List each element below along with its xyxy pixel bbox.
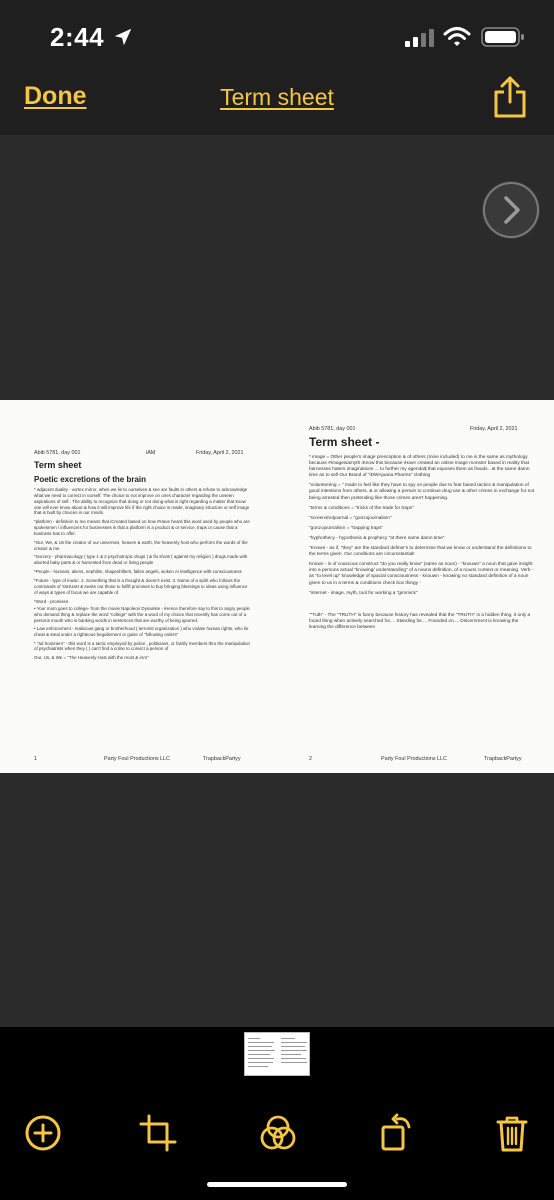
page1-entry: *Our, We, & Us the creator of our universes, heaven & earth, the heavenly host who perform the words of the creator & me. (34, 539, 248, 551)
page1-entry: • Your mom goes to college- from the movie Napoleon Dynamite - iHence therefore say to this to angry people who demand thing & replace the word "college" with the a word of my choice that recently has come out of a persons mouth who is banking words in sentences that are worthy of being ignored. (34, 606, 250, 624)
top-bar (0, 0, 554, 135)
page1-body (34, 487, 252, 661)
wifi-icon (443, 26, 471, 48)
filter-icon[interactable] (258, 1113, 298, 1153)
next-page-button[interactable] (482, 181, 540, 239)
page2-footer-left: 2 (309, 756, 312, 762)
page-two (277, 400, 554, 773)
page2-entry: "volunteering = " made to feel like they have to spy on people due to fear based tactics & manipulation of good intentions from others. & or allowing a person to continue drug use & other crimes in exchange for not being arrested then pretending like those crimes aren't happening. (309, 483, 535, 501)
share-icon[interactable] (490, 74, 530, 120)
thumbnail-strip (0, 1027, 554, 1089)
trash-icon[interactable] (492, 1113, 532, 1153)
page2-entry: "hyphothecy - hypothesis & prophecy "at there same damn time" (309, 535, 445, 541)
page1-entry: Our, Us, & We = "The Heavenly Host with the most & iAm" (34, 655, 149, 661)
rotate-icon[interactable] (377, 1113, 417, 1153)
page2-body (309, 455, 535, 631)
page2-entry: "Known - as if, "they" are the standard definer's to determine that we know or understand the definitions to the terms given. Our conditions are circumstantial! (309, 546, 532, 558)
page2-header-left: Abib 5781, day 001 (309, 426, 356, 432)
page2-footer-right: TrapbackPartyy (484, 756, 522, 762)
page-thumbnail[interactable] (244, 1032, 310, 1076)
page2-entry: * image = Other people's image prescription & of others (mine included) to me is the same as mythology because #imageisamyth iKnow this because iHave created an online image monster based in reality that harnesses haters imaginations ... to further my agenda$ that exposes them as frauds.. at the same damn time as to sell Our Brand of "iDWAjuana Pharms" clothing (309, 455, 530, 479)
page1-header-right: Friday, April 2, 2021 (196, 450, 244, 456)
location-arrow-icon (112, 26, 134, 48)
status-time: 2:44 (50, 22, 105, 52)
home-indicator (207, 1182, 347, 1187)
page1-entry: *Future - type of music. 2. Something that is a thought & doesn't exist. 3. Name of a spirit who follows the commands of YaHUaH & seeks out those to fulfill promises to buy bringing blessings to ideas using influence of ways & types of focus we are capable of. (34, 577, 248, 595)
page2-title: Term sheet - (309, 435, 380, 449)
page2-entry: "screenshotjournal = "gonzojournalism" (309, 515, 392, 521)
crop-icon[interactable] (138, 1113, 178, 1153)
page2-entry: "gonzojournalism = "trapping traps" (309, 525, 384, 531)
page1-title: Term sheet (34, 460, 82, 470)
page1-footer-center: Party Foul Productions LLC (104, 756, 170, 762)
page1-entry: * "ad hominem" - this word is a tactic employed by police , politicians, or family members thru the manipulation of psychiatrists when they ( ) can't find a crime to convict a person of (34, 640, 250, 652)
scanned-document (0, 400, 554, 773)
page1-entry: *Sorcery - pharmacology ( type 1 & 2 psychotropic drugs ) & flu shots ( against my religion ) drugs made with aborted baby parts & or harvested from dead or living people (34, 554, 248, 566)
page2-entry: Known - is of couscous construct "do you really know" (same as noun) - "knouwn" a noun that gave insight into a persons actual "knowing/ understanding" of a nouns definition, of a nouns context or meaning. Verb - as "to level up" knowledge of spacial consciousness - knouwn - knowing no standard definition of a noun given to us in a terms & conditions check box thingy - (309, 562, 534, 586)
page1-entry: *platform - definition to me means that iCreated based on how #Have heard this word used by people who are spokesmen / influencers for businesses is that a platform is a product & or service, traps or cause that a business has to offer. (34, 519, 250, 536)
page2-footer-center: Party Foul Productions LLC (381, 756, 447, 762)
page2-entry: "terms & conditions = "tricks of the trade for traps" (309, 505, 414, 511)
page2-entry: ""Tuth" - The "TRUTH" is funny because history has revealed that the "TRUTH" is a hidden thing, it only a found thing when actively searched for.... Standing for.... Founded on.... Discernment is knowing the learning the difference between (309, 612, 531, 630)
page1-entry: *People - humans, aliens, nephilim, shapeshifters, fallen angels, woken Ai intelligence with consciousness (34, 569, 242, 575)
page-one (0, 400, 277, 773)
page1-subtitle: Poetic excretions of the brain (34, 475, 147, 484)
page2-header-right: Friday, April 2, 2021 (470, 426, 518, 432)
page2-entry: "internet - image, myth, tool for working a "gimmick" (309, 590, 418, 596)
done-button[interactable]: Done (24, 82, 87, 110)
page1-header-center: iAM (146, 450, 156, 456)
chevron-right-icon (482, 181, 540, 239)
page1-footer-left: 1 (34, 756, 37, 762)
page1-footer-right: TrapbackPartyy (203, 756, 241, 762)
page1-header-left: Abib 5781, day 001 (34, 450, 81, 456)
signal-icon (404, 28, 434, 48)
page1-entry: *Word - promises (34, 598, 69, 604)
add-icon[interactable] (23, 1113, 63, 1153)
document-title[interactable]: Term sheet (220, 84, 334, 110)
page1-entry: * adjacent duality - vortex mirror, when we lie to ourselves & see are faults in others & refuse to acknowledge what we need to correct in ourself. The choice to not improve on ones character regarding the unseen aspirations of self.. The ability to recognize that doing or not doing what is right regarding a matter that know one will ever know about & how it will improve life if the right choice is made, imaginary structure or self image that is built by choices in our minds. (34, 487, 250, 516)
page1-entry: • Law enforcement - malicious gang or brotherhood ( terrorist organization ) who violate human rights, who lie cheat & steal under a righteous beguilement or guise of "following orders" (34, 625, 249, 637)
battery-icon (481, 26, 525, 48)
